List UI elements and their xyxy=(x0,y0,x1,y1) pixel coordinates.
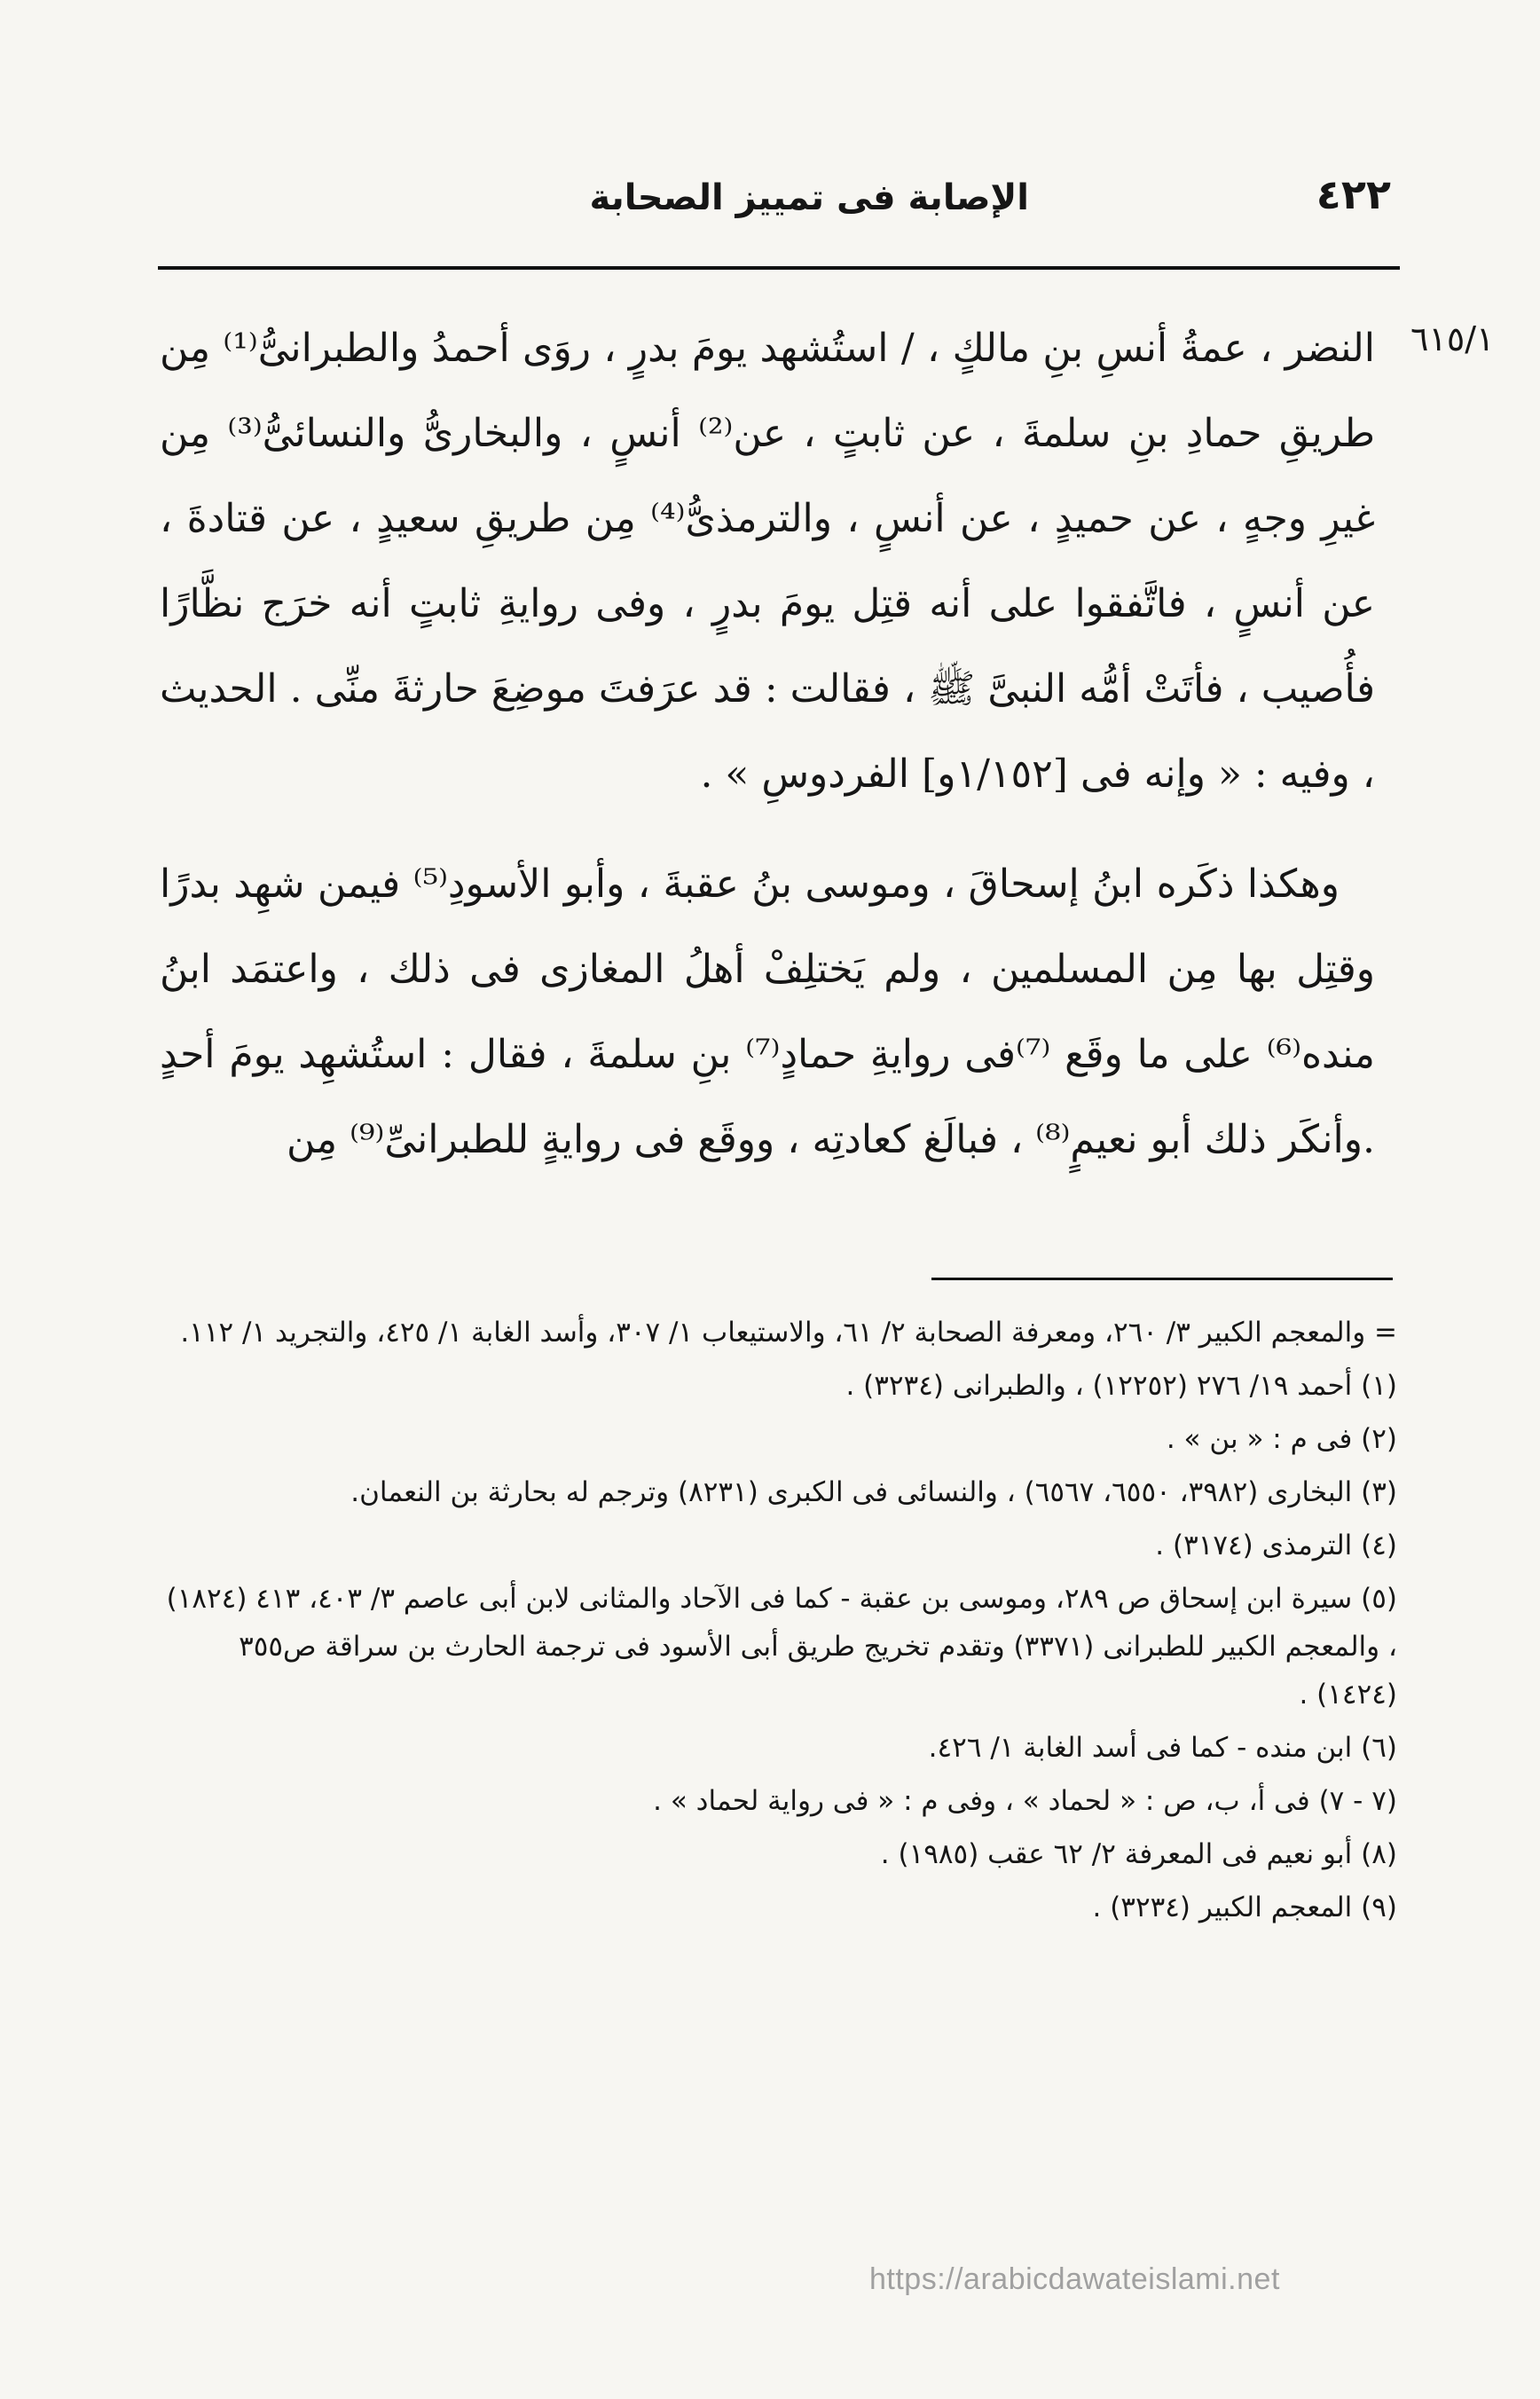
footnote: (١) أحمد ١٩/ ٢٧٦ (١٢٢٥٢) ، والطبرانى (٣٢٣٤) . xyxy=(845,1370,1397,1402)
footnote: (٦) ابن منده - كما فى أسد الغابة ١/ ٤٢٦. xyxy=(928,1732,1397,1764)
running-header xyxy=(160,167,1402,238)
book-title: الإصابة فى تمييز الصحابة xyxy=(589,177,1029,218)
entry-number: ٦١٥/١ xyxy=(1410,319,1495,358)
footnote: = والمعجم الكبير ٣/ ٢٦٠، ومعرفة الصحابة ٢/ ٦١، والاستيعاب ١/ ٣٠٧، وأسد الغابة ١/ ٤٢٥، والتجريد ١/ ١١٢. xyxy=(180,1317,1397,1349)
footnote: (٨) أبو نعيم فى المعرفة ٢/ ٦٢ عقب (١٩٨٥) . xyxy=(880,1838,1397,1870)
footnote-separator xyxy=(931,1278,1393,1280)
footnote: (٧ - ٧) فى أ، ب، ص : « لحماد » ، وفى م : « فى رواية لحماد » . xyxy=(653,1785,1397,1817)
footnote: (٣) البخارى (٣٩٨٢، ٦٥٥٠، ٦٥٦٧) ، والنسائى فى الكبرى (٨٢٣١) وترجم له بحارثة بن النعمان. xyxy=(350,1476,1397,1508)
main-text xyxy=(160,306,1375,1183)
paragraph: وهكذا ذكَره ابنُ إسحاقَ ، وموسى بنُ عقبةَ ، وأبو الأسودِ⁽⁵⁾ فيمن شهِد بدرًا وقتِل بها مِن المسلمين ، ولم يَختلِفْ أهلُ المغازى فى ذلك ، واعتمَد ابنُ منده⁽⁶⁾ على ما وقَع ⁽⁷⁾فى روايةِ حمادٍ⁽⁷⁾ بنِ سلمةَ ، فقال : استُشهِد يومَ أحدٍ .وأنكَر ذلك أبو نعيمٍ⁽⁸⁾ ، فبالَغ كعادتِه ، ووقَع فى روايةٍ للطبرانىِّ⁽⁹⁾ مِن xyxy=(160,861,1375,1162)
footnotes xyxy=(160,1309,1397,1937)
footnote: (٥) سيرة ابن إسحاق ص ٢٨٩، وموسى بن عقبة - كما فى الآحاد والمثانى لابن أبى عاصم ٣/ ٤٠٣، ٤١٣ (١٨٢٤) ، والمعجم الكبير للطبرانى (٣٣٧١) وتقدم تخريج طريق أبى الأسود فى ترجمة الحارث بن سراقة ص٣٥٥ (١٤٢٤) . xyxy=(166,1583,1397,1711)
watermark-url: https://arabicdawateislami.net xyxy=(869,2262,1280,2296)
footnote: (٢) فى م : « بن » . xyxy=(1166,1423,1397,1455)
footnote: (٤) الترمذى (٣١٧٤) . xyxy=(1155,1530,1397,1561)
footnote: (٩) المعجم الكبير (٣٢٣٤) . xyxy=(1092,1892,1397,1923)
header-rule xyxy=(158,266,1400,270)
page-number: ٤٢٢ xyxy=(1316,170,1391,218)
paragraph: النضر ، عمةُ أنسِ بنِ مالكٍ ، / استُشهد يومَ بدرٍ ، روَى أحمدُ والطبرانىُّ⁽¹⁾ مِن طريقِ حمادِ بنِ سلمةَ ، عن ثابتٍ ، عن⁽²⁾ أنسٍ ، والبخارىُّ والنسائىُّ⁽³⁾ مِن غيرِ وجهٍ ، عن حميدٍ ، عن أنسٍ ، والترمذىُّ⁽⁴⁾ مِن طريقِ سعيدٍ ، عن قتادةَ ، عن أنسٍ ، فاتَّفقوا على أنه قتِل يومَ بدرٍ ، وفى روايةِ ثابتٍ أنه خرَج نظَّارًا فأُصيب ، فأتَتْ أمُّه النبىَّ ﷺ ، فقالت : قد عرَفتَ موضِعَ حارثةَ منِّى . الحديث ، وفيه : « وإنه فى [١/١٥٢و] الفردوسِ » . xyxy=(160,326,1376,797)
